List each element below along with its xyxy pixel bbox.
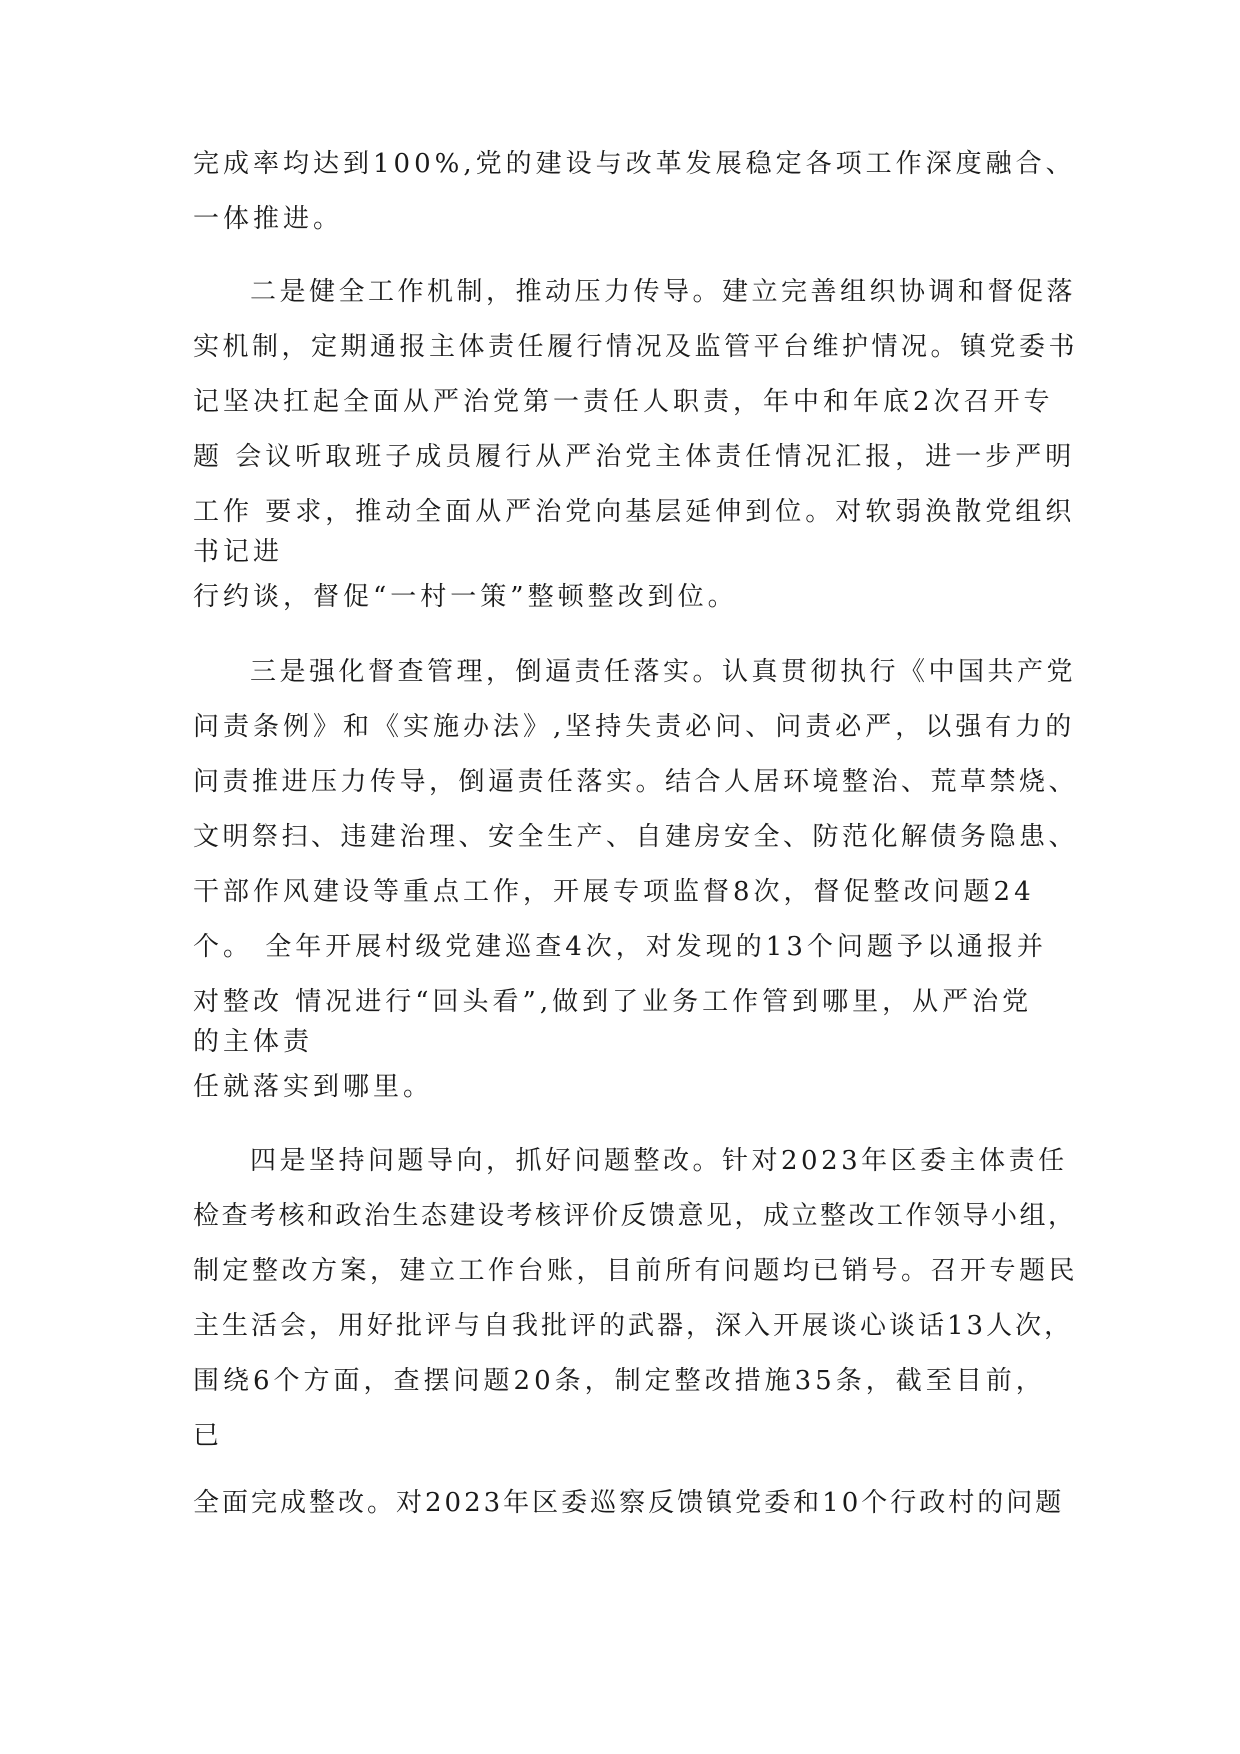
text-line: 干部作风建设等重点工作，开展专项监督8次，督促整改问题24 bbox=[193, 877, 1035, 907]
paragraph-start-line: 二是健全工作机制，推动压力传导。建立完善组织协调和督促落 bbox=[250, 277, 1077, 307]
text-line: 工作 要求，推动全面从严治党向基层延伸到位。对软弱涣散党组织 bbox=[193, 497, 1076, 527]
text-line: 已 bbox=[193, 1421, 224, 1451]
text-line: 个。 全年开展村级党建巡查4次，对发现的13个问题予以通报并 bbox=[193, 932, 1047, 962]
paragraph-start-line: 四是坚持问题导向，抓好问题整改。针对2023年区委主体责任 bbox=[250, 1146, 1068, 1176]
text-line: 实机制，定期通报主体责任履行情况及监管平台维护情况。镇党委书 bbox=[193, 332, 1079, 362]
text-line: 任就落实到哪里。 bbox=[193, 1072, 434, 1102]
text-line: 的主体责 bbox=[193, 1027, 314, 1057]
text-line: 围绕6个方面，查摆问题20条，制定整改措施35条，截至目前， bbox=[193, 1366, 1046, 1396]
text-line: 制定整改方案，建立工作台账，目前所有问题均已销号。召开专题民 bbox=[193, 1256, 1079, 1286]
text-line: 检查考核和政治生态建设考核评价反馈意见，成立整改工作领导小组， bbox=[193, 1201, 1077, 1231]
text-line: 一体推进。 bbox=[193, 204, 344, 234]
text-line: 书记进 bbox=[193, 537, 284, 567]
text-line: 主生活会，用好批评与自我批评的武器，深入开展谈心谈话13人次， bbox=[193, 1311, 1074, 1341]
text-line: 题 会议听取班子成员履行从严治党主体责任情况汇报，进一步严明 bbox=[193, 442, 1076, 472]
paragraph-start-line: 三是强化督查管理，倒逼责任落实。认真贯彻执行《中国共产党 bbox=[250, 657, 1077, 687]
text-line: 文明祭扫、违建治理、安全生产、自建房安全、防范化解债务隐患、 bbox=[193, 822, 1079, 852]
text-line: 问责条例》和《实施办法》,坚持失责必问、问责必严，以强有力的 bbox=[193, 712, 1076, 742]
text-line: 对整改 情况进行“回头看”,做到了业务工作管到哪里，从严治党 bbox=[193, 987, 1033, 1017]
text-line: 全面完成整改。对2023年区委巡察反馈镇党委和10个行政村的问题 bbox=[193, 1488, 1065, 1518]
text-line: 问责推进压力传导，倒逼责任落实。结合人居环境整治、荒草禁烧、 bbox=[193, 767, 1079, 797]
text-line: 行约谈，督促“一村一策”整顿整改到位。 bbox=[193, 582, 738, 612]
text-line: 完成率均达到100%,党的建设与改革发展稳定各项工作深度融合、 bbox=[193, 149, 1076, 179]
text-line: 记坚决扛起全面从严治党第一责任人职责，年中和年底2次召开专 bbox=[193, 387, 1054, 417]
